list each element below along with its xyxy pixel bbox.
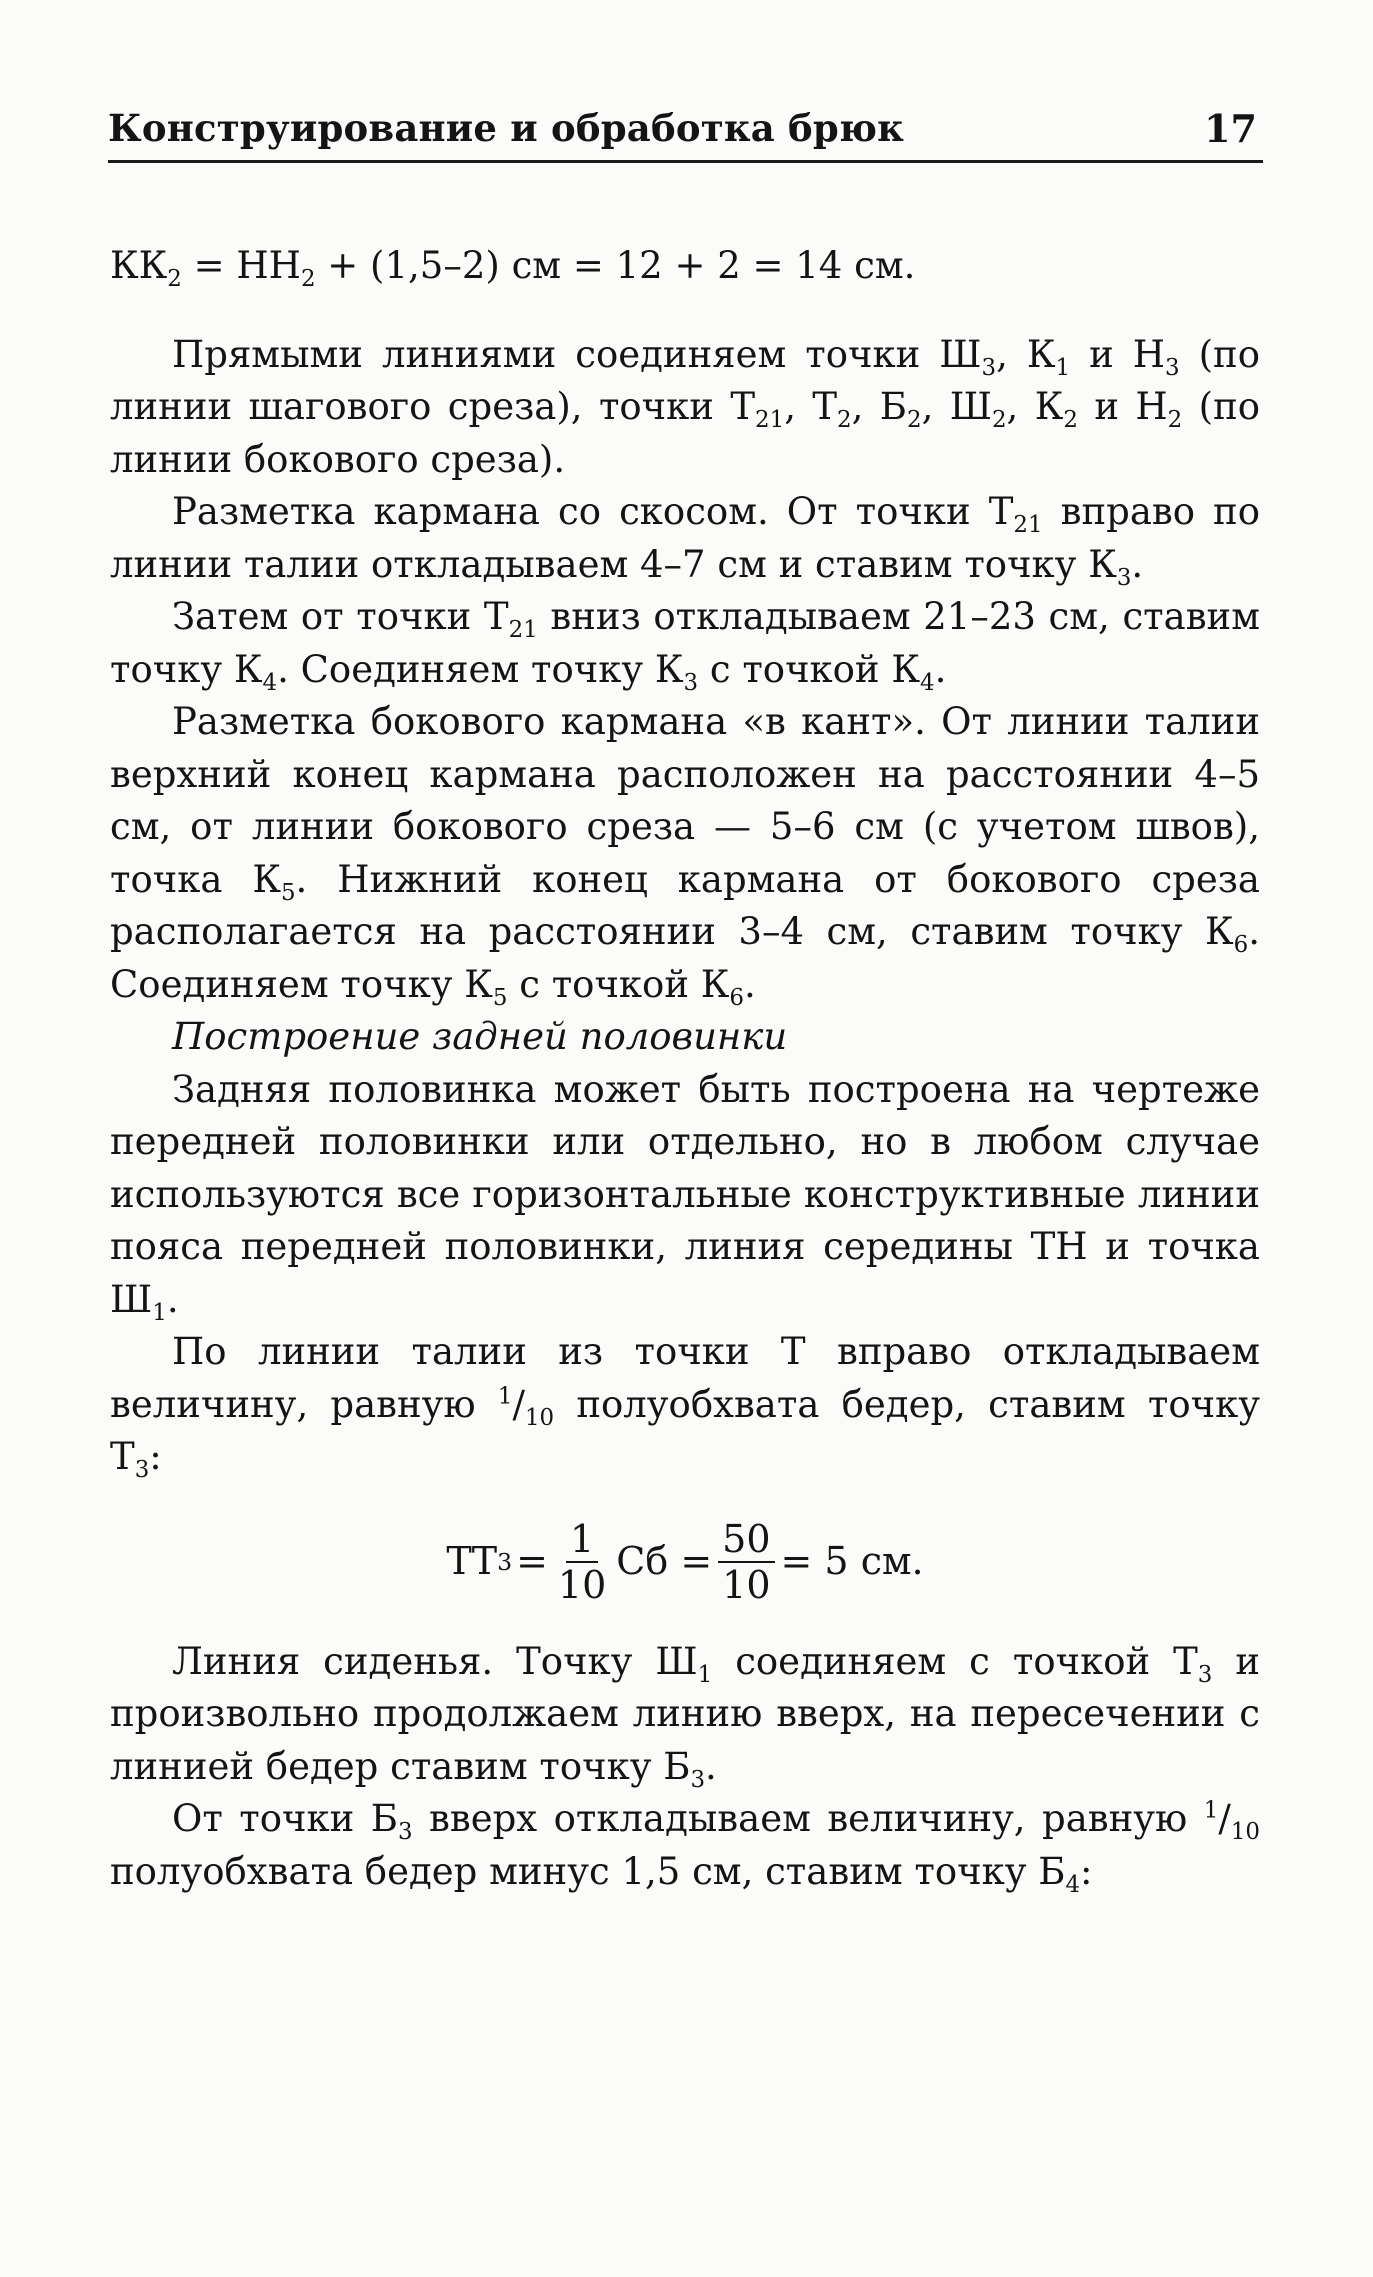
- paragraph-side-pocket: Разметка бокового кармана «в кант». От линии талии верхний конец кармана расположен на расстоянии 4–5 см, от линии бокового среза — 5–6 см (с учетом швов), точка $К_5$. Нижний конец кармана от бокового среза располагается на расстоянии 3–4 см, ставим точку $К_6$. Соединяем точку $К_5$ с точкой $К_6$.: [110, 700, 1260, 1011]
- fraction-one-tenth: $\frac{1}{10}$: [557, 1516, 607, 1607]
- inline-fraction: $^1/_{10}$: [497, 1382, 555, 1431]
- paragraph-slant-pocket: Разметка кармана со скосом. От точки $Т_{21}$ вправо по линии талии откладываем 4–7 см и ставим точку $К_3$.: [110, 490, 1260, 591]
- inline-fraction: $^1/_{10}$: [1203, 1797, 1260, 1846]
- page-number: 17: [1204, 106, 1257, 151]
- paragraph-waist-line: По линии талии из точки Т вправо откладываем величину, равную $^1/_{10}$ полуобхвата бедер, ставим точку $Т_3$:: [110, 1330, 1260, 1484]
- section-heading-back-half: Построение задней половинки: [172, 1015, 788, 1058]
- fraction-fifty-tenths: $\frac{50}{10}$: [718, 1517, 774, 1607]
- running-title: Конструирование и обработка брюк: [108, 106, 905, 150]
- formula-kk2: $КК_2 = НН_2 + (1,5-2)$ см = 12 + 2 = 14 см.: [110, 244, 916, 293]
- paragraph-slant-pocket-down: Затем от точки $Т_{21}$ вниз откладываем 21–23 см, ставим точку $К_4$. Соединяем точку $К_3$ с точкой $К_4$.: [110, 595, 1260, 696]
- paragraph-back-half-intro: Задняя половинка может быть построена на чертеже передней половинки или отдельно, но в любом случае используются все горизонтальные конструктивные линии пояса передней половинки, линия середины ТН и точка $Ш_1$.: [110, 1067, 1260, 1326]
- page-header: [108, 100, 1263, 163]
- paragraph-seat-line: Линия сиденья. Точку $Ш_1$ соединяем с точкой $Т_3$ и произвольно продолжаем линию вверх, на пересечении с линией бедер ставим точку $Б_3$.: [110, 1639, 1261, 1793]
- formula-tt3: ТТ 3 = $\frac{1}{10}$ Сб = $\frac{50}{10}$ = 5 см.: [446, 1516, 924, 1607]
- paragraph-connect-points: Прямыми линиями соединяем точки $Ш_3$, $К_1$ и $Н_3$ (по линии шагового среза), точки $Т_{21}$, $Т_2$, $Б_2$, $Ш_2$, $К_2$ и $Н_2$ (по линии бокового среза).: [110, 332, 1261, 481]
- page-body: [110, 240, 1260, 1898]
- paragraph-point-b4: От точки $Б_3$ вверх откладываем величину, равную $^1/_{10}$ полуобхвата бедер минус 1,5 см, ставим точку $Б_4$:: [110, 1797, 1260, 1898]
